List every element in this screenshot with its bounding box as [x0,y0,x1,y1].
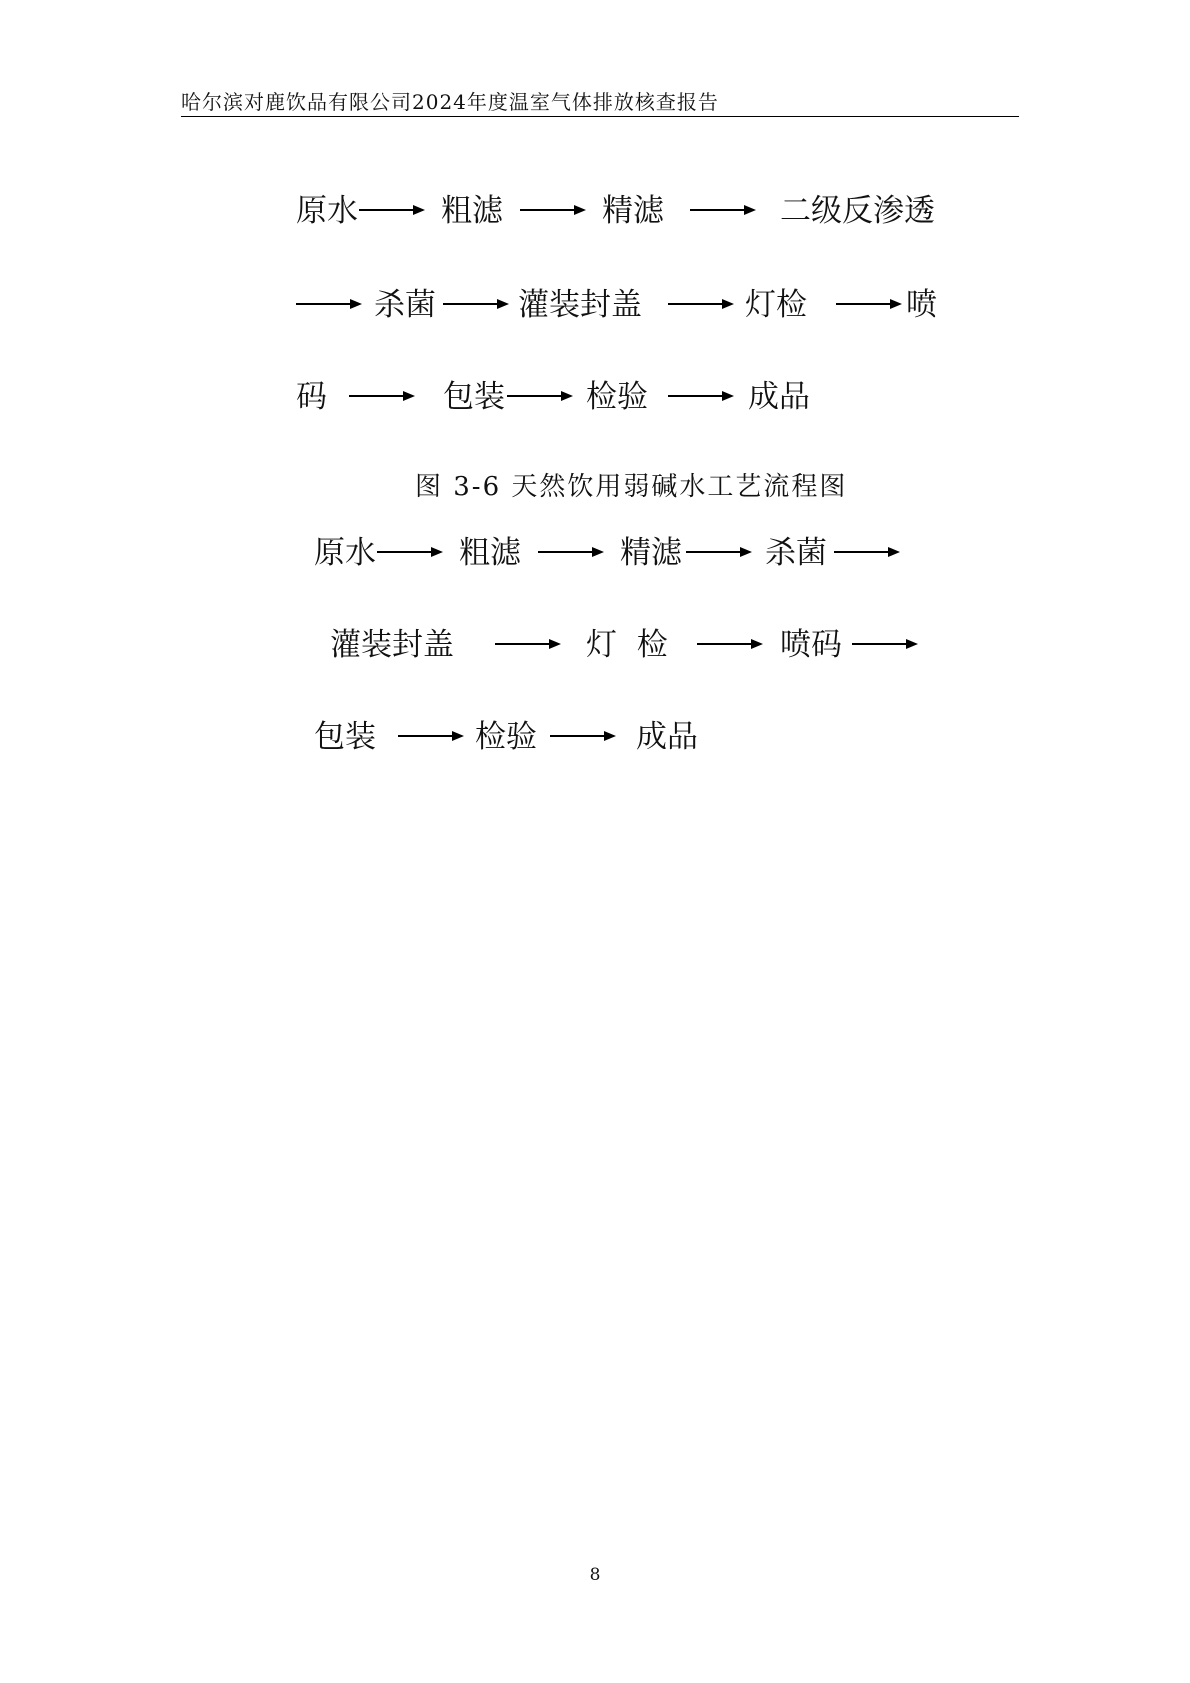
page-header: 哈尔滨对鹿饮品有限公司2024年度温室气体排放核查报告 [181,90,719,114]
flow-step-packing: 包装 [443,379,505,415]
flow-step-coarse-filter: 粗滤 [459,535,521,571]
flow-step-raw-water: 原水 [296,193,358,229]
flow-arrow [550,729,618,743]
flow-arrow [296,297,364,311]
flow-step-filling-capping: 灌装封盖 [330,627,454,663]
flow-step-packing: 包装 [314,719,376,755]
flow-arrow [690,203,758,217]
flow-arrow [507,389,575,403]
flow-arrow [836,297,904,311]
flow-step-light-inspection: 灯检 [745,287,807,323]
flow-step-raw-water: 原水 [314,535,376,571]
flow-arrow [377,545,445,559]
header-divider [181,116,1019,117]
flow-step-light-inspection: 灯 检 [586,627,668,663]
flow-step-sterilization: 杀菌 [765,535,827,571]
flow-arrow [443,297,511,311]
flow-arrow [668,389,736,403]
flow-arrow [538,545,606,559]
flow-arrow [697,637,765,651]
flow-arrow [668,297,736,311]
flow-arrow [495,637,563,651]
flow-step-coding: 喷码 [780,627,842,663]
flow-step-filling-capping: 灌装封盖 [518,287,642,323]
flow-step-testing: 检验 [475,719,537,755]
flow-step-coarse-filter: 粗滤 [441,193,503,229]
flow-arrow [349,389,417,403]
flow-arrow [359,203,427,217]
flow-step-coding-part1: 喷 [906,287,937,323]
flow-step-fine-filter: 精滤 [620,535,682,571]
flow-step-finished-product: 成品 [748,379,810,415]
flow-step-fine-filter: 精滤 [602,193,664,229]
flow-step-testing: 检验 [586,379,648,415]
flow-step-finished-product: 成品 [636,719,698,755]
flow-step-coding-part2: 码 [296,379,327,415]
flow-arrow [398,729,466,743]
flow-arrow [686,545,754,559]
flow-step-two-stage-ro: 二级反渗透 [780,193,935,229]
flow-step-sterilization: 杀菌 [374,287,436,323]
page-number: 8 [589,1565,601,1585]
flow-arrow [834,545,902,559]
flow-arrow [520,203,588,217]
flow-arrow [852,637,920,651]
figure-caption: 图 3-6 天然饮用弱碱水工艺流程图 [415,472,848,502]
